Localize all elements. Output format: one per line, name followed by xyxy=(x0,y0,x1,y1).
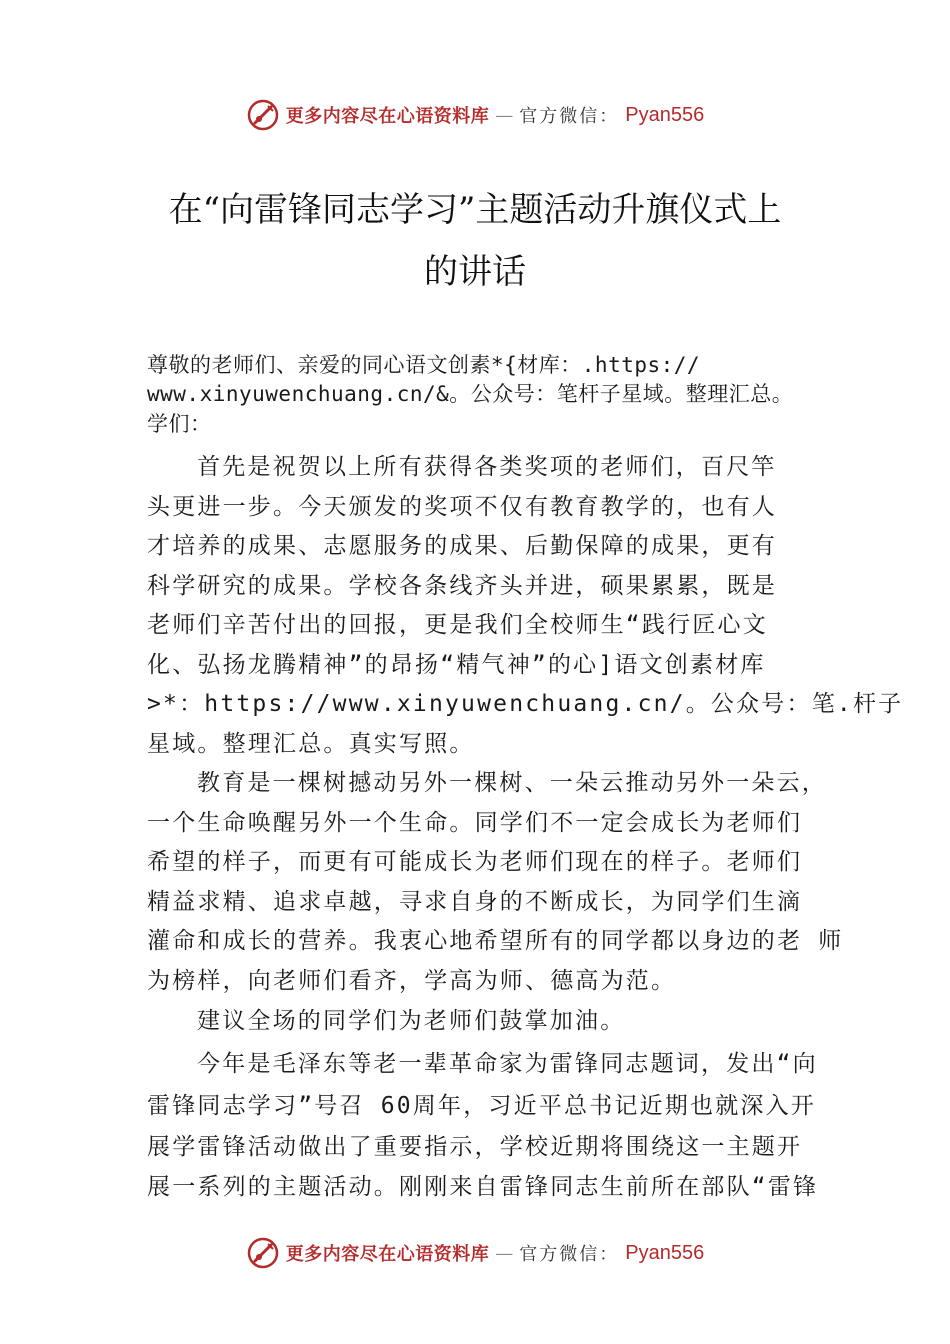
salutation-line: 尊敬的老师们、亲爱的同心语文创素*{材库：.https:// xyxy=(147,353,701,377)
watermark-separator: — xyxy=(495,104,514,126)
paragraph-line: 才培养的成果、志愿服务的成果、后勤保障的成果，更有 xyxy=(147,533,777,559)
paragraph-line: 今年是毛泽东等老一辈革命家为雷锋同志题词，发出“向 xyxy=(197,1051,818,1077)
paragraph-line: 展学雷锋活动做出了重要指示，学校近期将围绕这一主题开 xyxy=(147,1134,803,1160)
pen-seal-logo-icon xyxy=(246,98,280,132)
watermark-wechat-id: Pyan556 xyxy=(625,1241,705,1264)
paragraph-line: 星域。整理汇总。真实写照。 xyxy=(147,731,475,757)
watermark-text: 更多内容尽在心语资料库 xyxy=(285,1244,490,1265)
paragraph-line: 老师们辛苦付出的回报，更是我们全校师生“践行匠心文 xyxy=(147,612,768,638)
paragraph-line: 教育是一棵树撼动另外一棵树、一朵云推动另外一朵云， xyxy=(197,770,827,796)
paragraph-line: 精益求精、追求卓越，寻求自身的不断成长，为同学们生滴 xyxy=(147,889,803,915)
watermark-text: 更多内容尽在心语资料库 xyxy=(285,106,490,127)
header-watermark xyxy=(0,95,950,135)
paragraph-line: 展一系列的主题活动。刚刚来自雷锋同志生前所在部队“雷锋 xyxy=(147,1174,819,1200)
pen-seal-logo-icon xyxy=(246,1236,280,1270)
document-title-line-2: 的讲话 xyxy=(424,252,526,292)
paragraph-line: 首先是祝贺以上所有获得各类奖项的老师们，百尺竿 xyxy=(197,454,777,480)
paragraph-line: 希望的样子，而更有可能成长为老师们现在的样子。老师们 xyxy=(147,849,803,875)
footer-watermark xyxy=(0,1233,950,1273)
paragraph-line: 建议全场的同学们为老师们鼓掌加油。 xyxy=(197,1008,626,1034)
paragraph-line: 雷锋同志学习”号召 60周年，习近平总书记近期也就深入开 xyxy=(147,1093,816,1119)
salutation-line: 学们： xyxy=(147,412,212,436)
salutation-line: www.xinyuwenchuang.cn/&。公众号：笔杆子星域。整理汇总。 xyxy=(147,382,794,406)
paragraph-line: 头更进一步。今天颁发的奖项不仅有教育教学的，也有人 xyxy=(147,494,777,520)
document-title-line-1: 在“向雷锋同志学习”主题活动升旗仪式上 xyxy=(168,190,782,230)
watermark-label: 官方微信： xyxy=(519,106,620,127)
watermark-label: 官方微信： xyxy=(519,1244,620,1265)
paragraph-line: >*：https://www.xinyuwenchuang.cn/。公众号：笔.杆子 xyxy=(147,691,904,717)
paragraph-line: 化、弘扬龙腾精神”的昂扬“精气神”的心]语文创素材库 xyxy=(147,652,766,678)
watermark-wechat-id: Pyan556 xyxy=(625,103,705,126)
paragraph-line: 为榜样，向老师们看齐，学高为师、德高为范。 xyxy=(147,968,677,994)
paragraph-line: 一个生命唤醒另外一个生命。同学们不一定会成长为老师们 xyxy=(147,810,803,836)
paragraph-line: 灌命和成长的营养。我衷心地希望所有的同学都以身边的老 师 xyxy=(147,928,844,954)
watermark-separator: — xyxy=(495,1242,514,1264)
paragraph-line: 科学研究的成果。学校各条线齐头并进，硕果累累，既是 xyxy=(147,573,777,599)
